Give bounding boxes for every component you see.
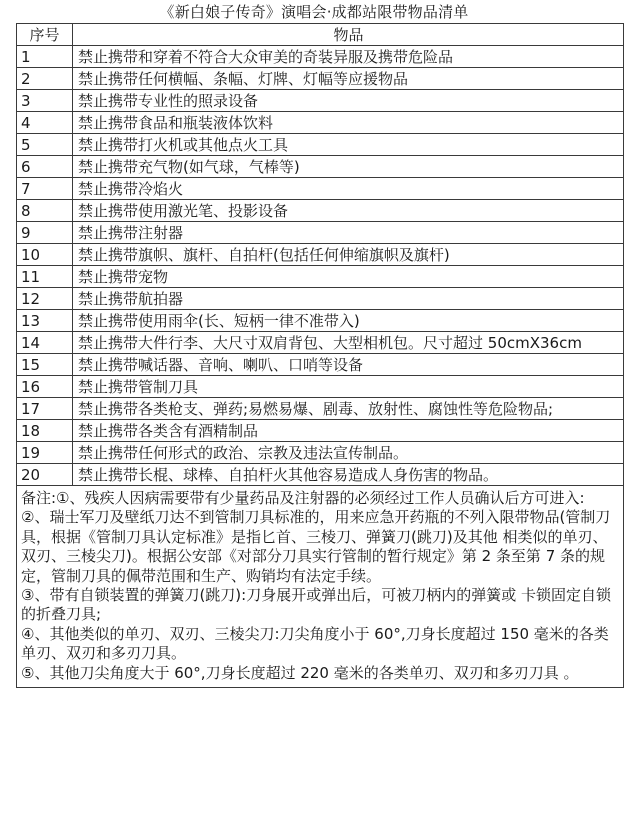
row-number: 10: [17, 244, 73, 266]
row-number: 9: [17, 222, 73, 244]
row-number: 16: [17, 376, 73, 398]
note-paragraph: ③、带有自锁装置的弹簧刀(跳刀):刀身展开或弹出后，可被刀柄内的弹簧或 卡锁固定自锁的折叠刀具;: [21, 586, 611, 624]
notes-row: [17, 486, 624, 688]
table-row: [17, 244, 624, 266]
note-paragraph: ④、其他类似的单刃、双刃、三棱尖刀:刀尖角度小于 60°,刀身长度超过 150 毫米的各类单刃、双刃和多刃刀具。: [21, 624, 609, 663]
restricted-items-table: [16, 23, 624, 688]
table-row: [17, 178, 624, 200]
row-item: 禁止携带和穿着不符合大众审美的奇装异服及携带危险品: [73, 46, 624, 68]
table-row: [17, 90, 624, 112]
row-number: 13: [17, 310, 73, 332]
table-row: [17, 200, 624, 222]
table-row: [17, 112, 624, 134]
table-row: [17, 442, 624, 464]
row-number: 18: [17, 420, 73, 442]
row-item: 禁止携带喊话器、音响、喇叭、口哨等设备: [73, 354, 624, 376]
table-row: [17, 420, 624, 442]
table-row: [17, 376, 624, 398]
header-item: 物品: [73, 24, 624, 46]
row-item: 禁止携带充气物(如气球，气棒等): [73, 156, 624, 178]
row-number: 15: [17, 354, 73, 376]
notes-cell: [17, 486, 624, 688]
table-header-row: [17, 24, 624, 46]
row-item: 禁止携带大件行李、大尺寸双肩背包、大型相机包。尺寸超过 50cmX36cm: [73, 332, 624, 354]
row-number: 3: [17, 90, 73, 112]
row-item: 禁止携带各类枪支、弹药;易燃易爆、剧毒、放射性、腐蚀性等危险物品;: [73, 398, 624, 420]
row-item: 禁止携带注射器: [73, 222, 624, 244]
row-number: 2: [17, 68, 73, 90]
row-item: 禁止携带长棍、球棒、自拍杆火其他容易造成人身伤害的物品。: [73, 464, 624, 486]
row-number: 5: [17, 134, 73, 156]
row-item: 禁止携带宠物: [73, 266, 624, 288]
table-row: [17, 222, 624, 244]
row-item: 禁止携带打火机或其他点火工具: [73, 134, 624, 156]
table-row: [17, 156, 624, 178]
table-row: [17, 46, 624, 68]
row-item: 禁止携带管制刀具: [73, 376, 624, 398]
table-row: [17, 398, 624, 420]
row-item: 禁止携带旗帜、旗杆、自拍杆(包括任何伸缩旗帜及旗杆): [73, 244, 624, 266]
row-number: 1: [17, 46, 73, 68]
note-paragraph: ⑤、其他刀尖角度大于 60°,刀身长度超过 220 毫米的各类单刃、双刃和多刃刀具 。: [21, 663, 579, 682]
table-row: [17, 354, 624, 376]
row-item: 禁止携带航拍器: [73, 288, 624, 310]
table-row: [17, 332, 624, 354]
row-number: 8: [17, 200, 73, 222]
header-number: 序号: [17, 24, 73, 46]
row-item: 禁止携带各类含有酒精制品: [73, 420, 624, 442]
table-row: [17, 310, 624, 332]
row-item: 禁止携带专业性的照录设备: [73, 90, 624, 112]
row-number: 7: [17, 178, 73, 200]
row-item: 禁止携带食品和瓶装液体饮料: [73, 112, 624, 134]
row-number: 4: [17, 112, 73, 134]
row-number: 19: [17, 442, 73, 464]
row-number: 20: [17, 464, 73, 486]
note-paragraph: 备注:①、残疾人因病需要带有少量药品及注射器的必须经过工作人员确认后方可进入:: [21, 489, 585, 507]
note-paragraph: ②、瑞士军刀及壁纸刀达不到管制刀具标准的，用来应急开药瓶的不列入限带物品(管制刀具，根据《管制刀具认定标准》是指匕首、三棱刀、弹簧刀(跳刀)及其他 相类似的单刃、双刃、三棱尖刀)。根据公安部《对部分刀具实行管制的暂行规定》第 2 条至第 7 条的规定，管制刀具的佩带范围和生产、购销均有法定手续。: [21, 508, 611, 585]
row-item: 禁止携带冷焰火: [73, 178, 624, 200]
table-row: [17, 464, 624, 486]
row-item: 禁止携带任何横幅、条幅、灯牌、灯幅等应援物品: [73, 68, 624, 90]
row-number: 14: [17, 332, 73, 354]
table-row: [17, 288, 624, 310]
page-title: 《新白娘子传奇》演唱会·成都站限带物品清单: [159, 3, 469, 21]
row-number: 11: [17, 266, 73, 288]
table-row: [17, 134, 624, 156]
table-row: [17, 68, 624, 90]
row-item: 禁止携带使用激光笔、投影设备: [73, 200, 624, 222]
row-number: 6: [17, 156, 73, 178]
row-number: 17: [17, 398, 73, 420]
table-row: [17, 266, 624, 288]
row-number: 12: [17, 288, 73, 310]
row-item: 禁止携带任何形式的政治、宗教及违法宣传制品。: [73, 442, 624, 464]
row-item: 禁止携带使用雨伞(长、短柄一律不准带入): [73, 310, 624, 332]
